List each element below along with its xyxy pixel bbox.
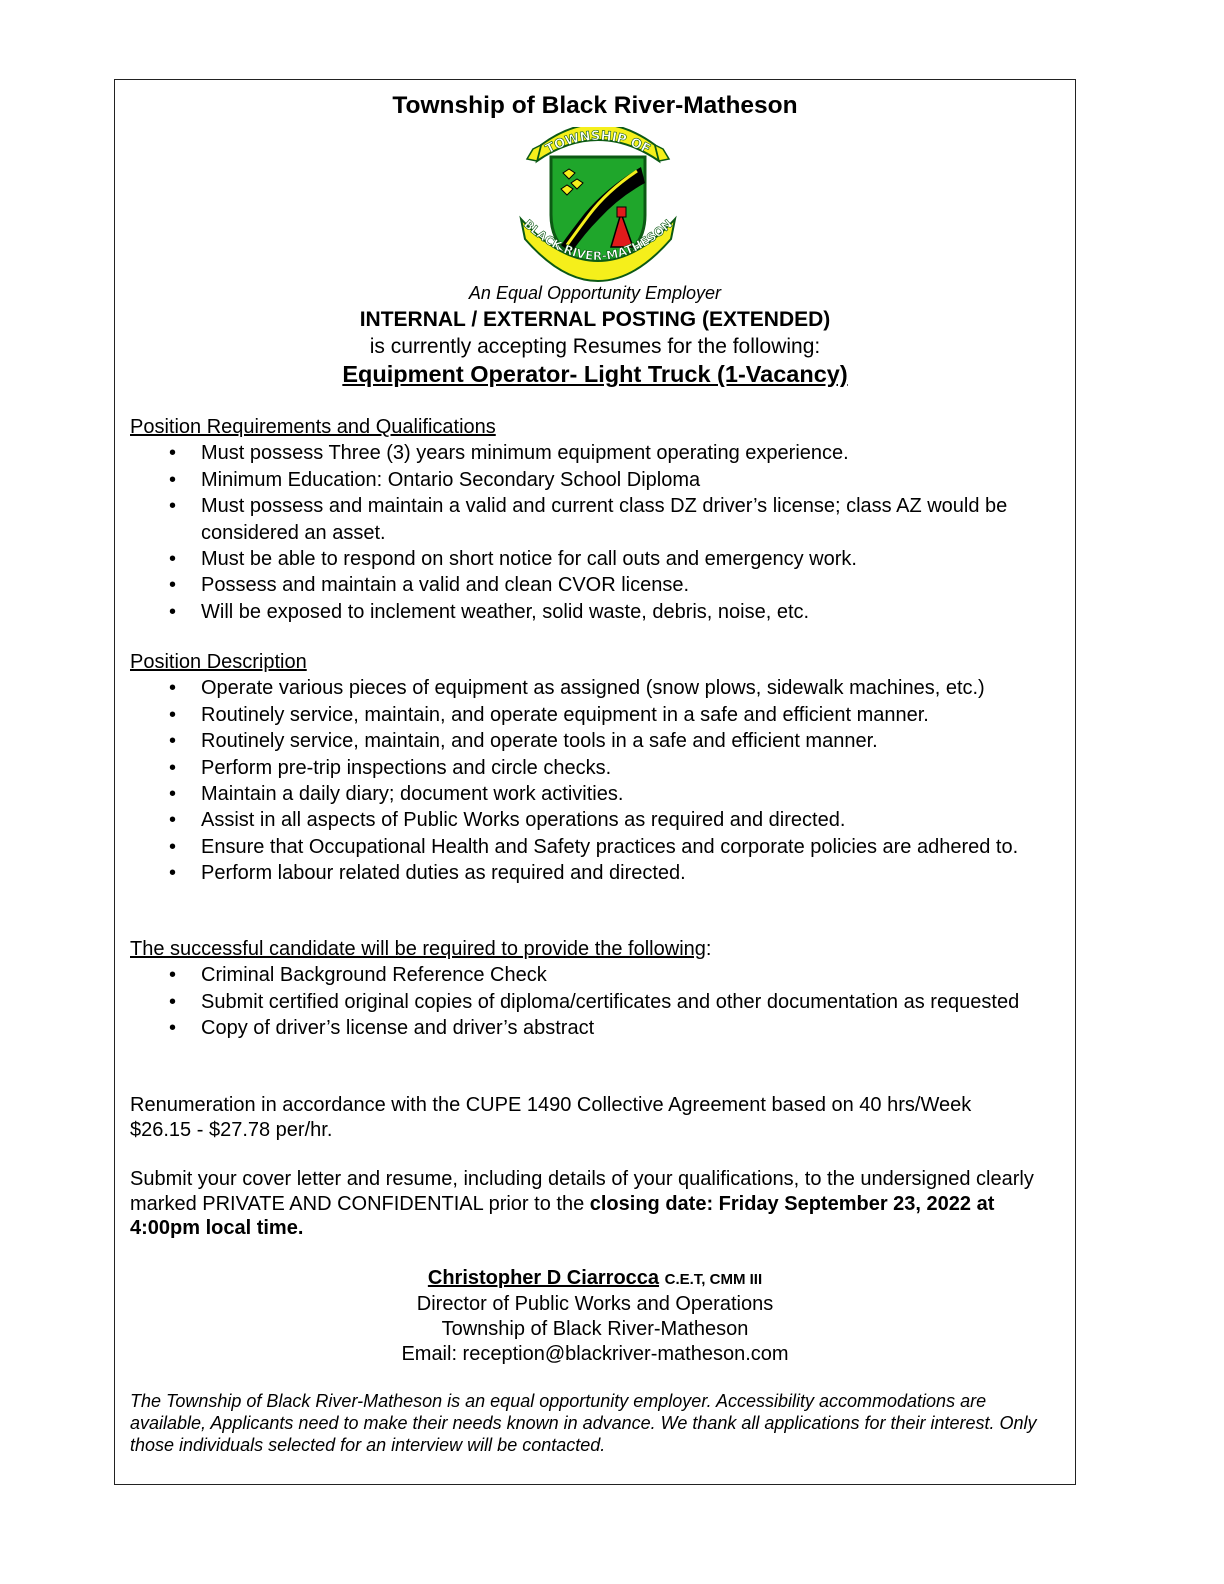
requirements-heading: Position Requirements and Qualifications bbox=[130, 416, 496, 438]
requirements-list bbox=[130, 440, 1065, 625]
description-heading: Position Description bbox=[130, 651, 307, 673]
closing-date: closing date: Friday September 23, 2022 at 4:00pm local time. bbox=[130, 1192, 995, 1239]
signatory-organization: Township of Black River-Matheson bbox=[441, 1318, 749, 1340]
list-item: • Must be able to respond on short notice for call outs and emergency work. bbox=[130, 546, 1065, 572]
footer-disclaimer: The Township of Black River-Matheson is an equal opportunity employer. Accessibility accommodations are available, Applicants need to make their needs known in advance. We thank all applications for their interest. Only those individuals selected for an interview will be contacted. bbox=[130, 1391, 1037, 1455]
signatory-position: Director of Public Works and Operations bbox=[416, 1293, 774, 1315]
signature-block bbox=[115, 1266, 1075, 1367]
accepting-line: is currently accepting Resumes for the following: bbox=[369, 335, 821, 358]
list-item: • Criminal Background Reference Check bbox=[130, 962, 1065, 988]
equal-opportunity-line: An Equal Opportunity Employer bbox=[468, 283, 722, 303]
crest-top-text: TOWNSHIP OF bbox=[543, 128, 653, 158]
signatory-name: Christopher D Ciarrocca bbox=[427, 1267, 660, 1289]
candidate-section bbox=[130, 936, 1065, 1042]
list-item: • Minimum Education: Ontario Secondary School Diploma bbox=[130, 467, 1065, 493]
list-item: • Routinely service, maintain, and operate tools in a safe and efficient manner. bbox=[130, 728, 1065, 754]
list-item: • Possess and maintain a valid and clean CVOR license. bbox=[130, 572, 1065, 598]
list-item: • Ensure that Occupational Health and Safety practices and corporate policies are adhered to. bbox=[130, 834, 1065, 860]
list-item: • Perform pre-trip inspections and circle checks. bbox=[130, 755, 1065, 781]
contact-email: Email: reception@blackriver-matheson.com bbox=[401, 1343, 789, 1365]
page-title: Township of Black River-Matheson bbox=[392, 92, 798, 119]
signatory-line bbox=[115, 1266, 1075, 1292]
pay-range: $26.15 - $27.78 per/hr. bbox=[130, 1118, 333, 1141]
remuneration-line: Renumeration in accordance with the CUPE 1490 Collective Agreement based on 40 hrs/Week bbox=[130, 1094, 972, 1116]
posting-type: INTERNAL / EXTERNAL POSTING (EXTENDED) bbox=[359, 308, 831, 331]
list-item: • Submit certified original copies of diploma/certificates and other documentation as requested bbox=[130, 989, 1065, 1015]
requirements-section bbox=[130, 414, 1065, 625]
description-section bbox=[130, 649, 1065, 887]
candidate-heading: The successful candidate will be required to provide the following bbox=[130, 938, 706, 960]
list-item: • Must possess and maintain a valid and current class DZ driver’s license; class AZ would be considered an asset. bbox=[130, 493, 1065, 546]
candidate-list bbox=[130, 962, 1065, 1041]
signatory-credentials: C.E.T, CMM III bbox=[664, 1271, 763, 1288]
list-item: • Routinely service, maintain, and operate equipment in a safe and efficient manner. bbox=[130, 702, 1065, 728]
submit-paragraph bbox=[130, 1167, 1065, 1241]
list-item: • Assist in all aspects of Public Works operations as required and directed. bbox=[130, 807, 1065, 833]
township-crest bbox=[515, 127, 681, 282]
description-list bbox=[130, 675, 1065, 886]
list-item: • Copy of driver’s license and driver’s abstract bbox=[130, 1015, 1065, 1041]
crest-bottom-text: BLACK RIVER-MATHESON bbox=[521, 216, 675, 264]
list-item: • Will be exposed to inclement weather, solid waste, debris, noise, etc. bbox=[130, 599, 1065, 625]
candidate-heading-colon: : bbox=[705, 938, 712, 960]
job-title: Equipment Operator- Light Truck (1-Vacancy) bbox=[342, 361, 848, 387]
remuneration-paragraph bbox=[130, 1093, 1065, 1142]
list-item: • Operate various pieces of equipment as assigned (snow plows, sidewalk machines, etc.) bbox=[130, 675, 1065, 701]
submit-instructions: Submit your cover letter and resume, including details of your qualifications, to the undersigned clearly marked PRIVATE AND CONFIDENTIAL prior to the bbox=[130, 1168, 1034, 1215]
list-item: • Must possess Three (3) years minimum equipment operating experience. bbox=[130, 440, 1065, 466]
posting-frame bbox=[114, 79, 1076, 1485]
list-item: • Perform labour related duties as required and directed. bbox=[130, 860, 1065, 886]
candidate-heading-line bbox=[130, 936, 1065, 962]
list-item: • Maintain a daily diary; document work activities. bbox=[130, 781, 1065, 807]
